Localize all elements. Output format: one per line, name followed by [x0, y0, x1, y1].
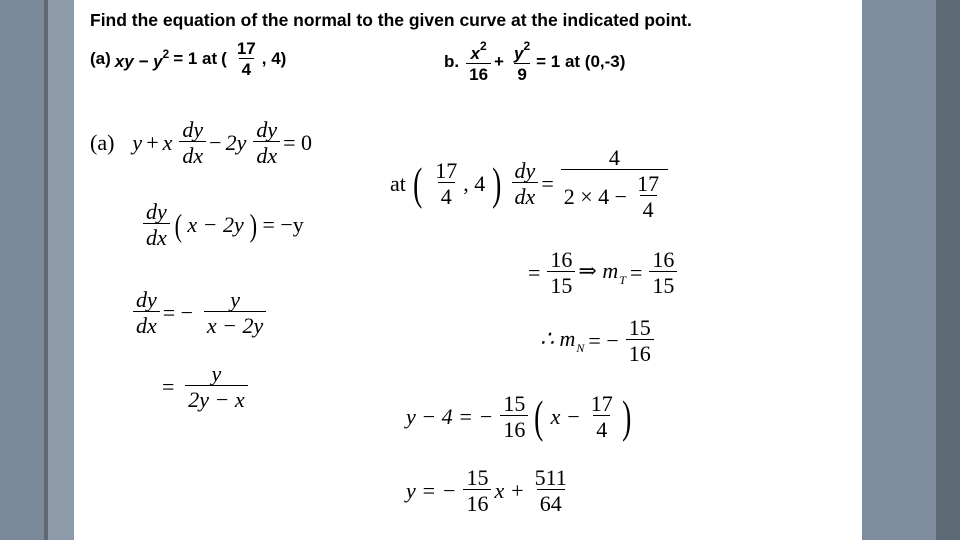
problem-part-a: (a) xy − $y^2$ = 1 at ( $\frac{17}{4}$ , 4) [90, 39, 287, 79]
derivative-simplified: = $\frac{y}{2y - x}$ [162, 362, 254, 411]
problem-part-b: b. $\frac{x^2}{16}$ + $\frac{y^2}{9}$ = 1 at (0,-3) [444, 39, 626, 84]
derivative-expression: $\frac{dy}{dx}$ = − $\frac{y}{x - 2y}$ [130, 288, 273, 337]
slide-content [74, 0, 862, 540]
frame-left-outer [0, 0, 44, 540]
factored-equation: $\frac{dy}{dx}$ ( x − 2y ) = −y [140, 200, 308, 249]
frame-right-inner [862, 0, 936, 540]
normal-line-point-slope: y − 4 = − $\frac{15}{16}$ ( x − $\frac{17}{4}$ ) [406, 390, 632, 443]
frame-left-inner [48, 0, 74, 540]
slope-at-point: at ( $\frac{17}{4}$ , 4 ) $\frac{dy}{dx}$ = 4 2 × 4 − $\frac{17}{4}$ [390, 146, 671, 221]
implicit-diff-equation: (a) y + x $\frac{dy}{dx}$ − 2y $\frac{dy}{dx}$ = 0 [90, 117, 313, 169]
normal-slope: ∴ $m_N$ = − $\frac{15}{16}$ [540, 316, 657, 365]
frame-right-outer [936, 0, 960, 540]
tangent-slope: = $\frac{16}{15}$ ⇒ $m_T$ = $\frac{16}{15}$ [528, 248, 680, 297]
normal-line-final: y = − $\frac{15}{16}$ x + $\frac{511}{64}$ [406, 465, 567, 517]
problem-title: Find the equation of the normal to the given curve at the indicated point. [90, 10, 692, 30]
